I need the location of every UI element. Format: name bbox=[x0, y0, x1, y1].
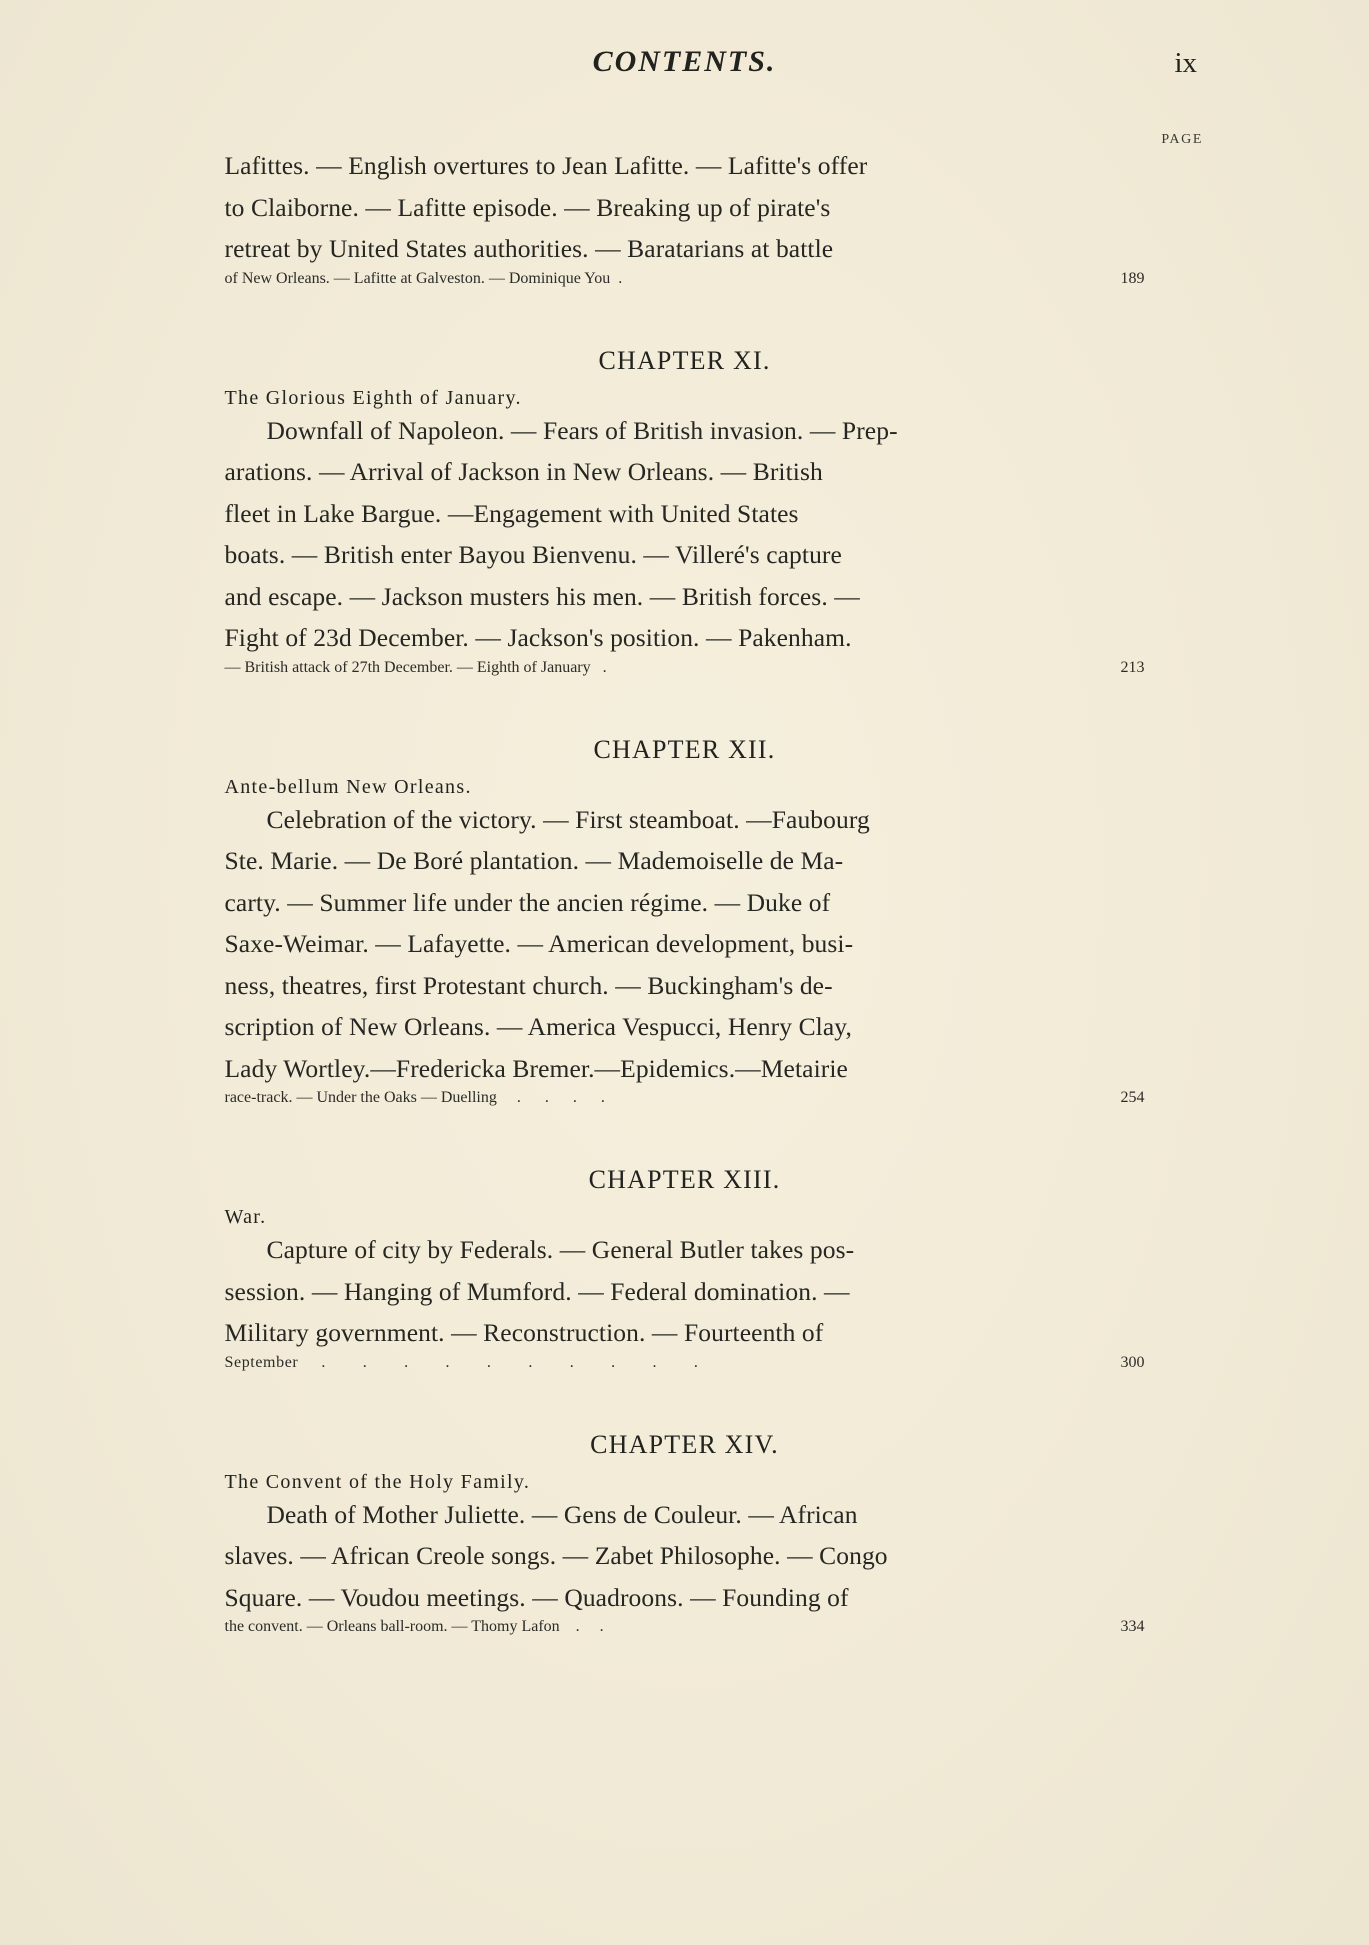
chapter-subtitle: The Convent of the Holy Family. bbox=[224, 1470, 531, 1493]
entry-text: scription of New Orleans. — America Vespucci, Henry Clay, bbox=[224, 1012, 852, 1041]
entry-text: ness, theatres, first Protestant church. — Buckingham's de- bbox=[224, 970, 833, 1000]
entry-text: of New Orleans. — Lafitte at Galveston. — Dominique You . bbox=[224, 269, 623, 287]
entry-text: Lady Wortley.—Fredericka Bremer.—Epidemics.—Metairie bbox=[224, 1053, 848, 1083]
entry-text: arations. — Arrival of Jackson in New Orleans. — British bbox=[224, 457, 823, 486]
entry-text: September . . . . . . . . . . bbox=[224, 1353, 699, 1371]
entry-text: Square. — Voudou meetings. — Quadroons. — Founding of bbox=[224, 1582, 849, 1612]
entry-last-line bbox=[225, 270, 1145, 288]
entry-text: fleet in Lake Bargue. —Engagement with United States bbox=[224, 498, 799, 528]
chapter-subtitle: The Glorious Eighth of January. bbox=[224, 386, 522, 409]
entry-text: Fight of 23d December. — Jackson's position. — Pakenham. bbox=[224, 623, 852, 652]
contents-entry bbox=[225, 1494, 1145, 1637]
entry-last-line bbox=[225, 1089, 1145, 1107]
contents-entry bbox=[225, 1229, 1145, 1372]
entry-text: to Claiborne. — Lafitte episode. — Breaking up of pirate's bbox=[224, 192, 831, 222]
page-title: CONTENTS. bbox=[592, 45, 777, 78]
chapter-heading: CHAPTER XI. bbox=[598, 345, 771, 375]
entry-page-number: 300 bbox=[1120, 1353, 1145, 1371]
contents-list bbox=[0, 145, 1369, 1636]
entry-last-line bbox=[225, 659, 1145, 677]
entry-text: Military government. — Reconstruction. — Fourteenth of bbox=[224, 1318, 824, 1347]
entry-text: Celebration of the victory. — First steamboat. —Faubourg bbox=[266, 804, 870, 834]
chapter-heading: CHAPTER XIV. bbox=[590, 1429, 779, 1459]
entry-text: Downfall of Napoleon. — Fears of British invasion. — Prep- bbox=[266, 415, 898, 445]
chapter-subtitle: Ante-bellum New Orleans. bbox=[224, 775, 472, 798]
entry-text: Lafittes. — English overtures to Jean Lafitte. — Lafitte's offer bbox=[224, 151, 868, 180]
entry-text: Death of Mother Juliette. — Gens de Couleur. — African bbox=[266, 1499, 858, 1529]
entry-last-line bbox=[225, 1618, 1145, 1636]
chapter-heading: CHAPTER XII. bbox=[593, 734, 776, 764]
entry-text: — British attack of 27th December. — Eighth of January . bbox=[224, 658, 607, 676]
entry-text: Saxe-Weimar. — Lafayette. — American development, busi- bbox=[224, 929, 854, 958]
entry-text: slaves. — African Creole songs. — Zabet Philosophe. — Congo bbox=[224, 1541, 888, 1570]
chapter-subtitle: War. bbox=[224, 1206, 267, 1228]
entry-text: the convent. — Orleans ball-room. — Thomy Lafon . . bbox=[224, 1618, 604, 1635]
entry-text: race-track. — Under the Oaks — Duelling . . . . bbox=[224, 1089, 605, 1106]
contents-entry bbox=[225, 799, 1145, 1108]
entry-text: retreat by United States authorities. — Baratarians at battle bbox=[224, 234, 834, 263]
entry-text: Ste. Marie. — De Boré plantation. — Mademoiselle de Ma- bbox=[224, 846, 844, 875]
page-header bbox=[0, 45, 1369, 85]
entry-text: boats. — British enter Bayou Bienvenu. — Villeré's capture bbox=[224, 540, 842, 569]
entry-page-number: 334 bbox=[1120, 1618, 1145, 1635]
contents-entry bbox=[225, 410, 1145, 677]
entry-text: carty. — Summer life under the ancien régime. — Duke of bbox=[224, 887, 831, 917]
entry-text: session. — Hanging of Mumford. — Federal domination. — bbox=[224, 1276, 850, 1306]
entry-text: and escape. — Jackson musters his men. — British forces. — bbox=[224, 581, 860, 611]
entry-last-line bbox=[225, 1354, 1145, 1372]
folio-number: ix bbox=[1174, 47, 1197, 79]
chapter-heading: CHAPTER XIII. bbox=[588, 1165, 781, 1194]
page-column-label: PAGE bbox=[1161, 132, 1203, 147]
entry-text: Capture of city by Federals. — General Butler takes pos- bbox=[266, 1235, 855, 1264]
entry-page-number: 254 bbox=[1120, 1089, 1145, 1106]
entry-page-number: 189 bbox=[1120, 269, 1145, 287]
contents-entry bbox=[225, 145, 1145, 288]
entry-page-number: 213 bbox=[1120, 658, 1145, 676]
